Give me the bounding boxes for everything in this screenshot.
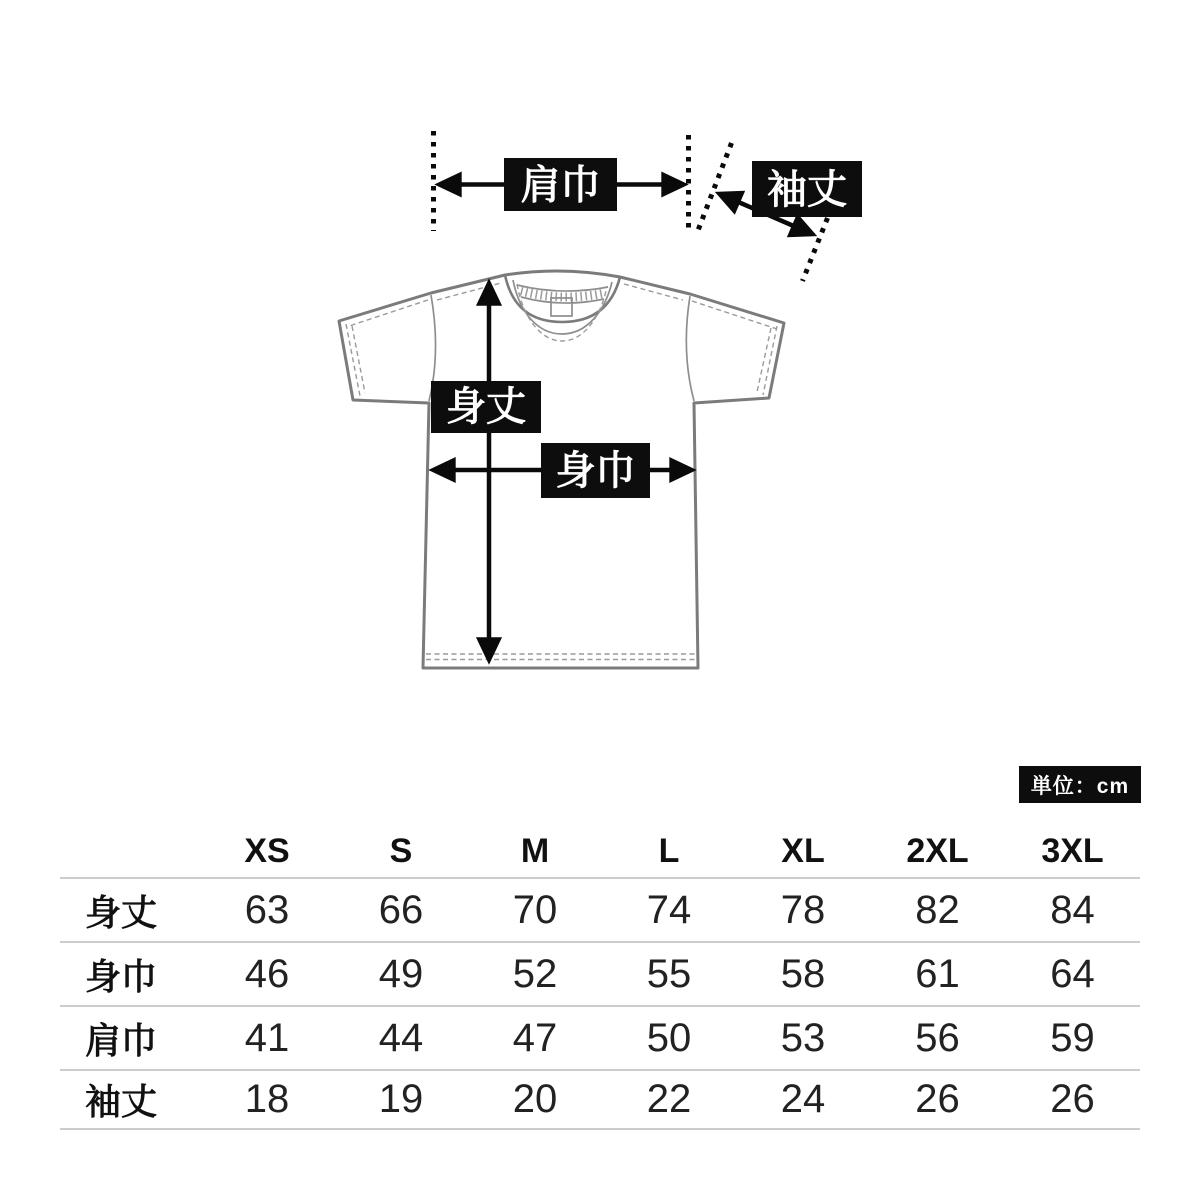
size-value-cell: 61 (870, 942, 1005, 1006)
size-value-cell: 49 (334, 942, 468, 1006)
size-value-cell: 22 (602, 1070, 736, 1129)
size-value-cell: 78 (736, 878, 870, 942)
size-column-header: 2XL (870, 825, 1005, 878)
size-value-cell: 53 (736, 1006, 870, 1070)
size-value-cell: 66 (334, 878, 468, 942)
size-value-cell: 44 (334, 1006, 468, 1070)
size-value-cell: 46 (200, 942, 334, 1006)
unit-badge: 単位：cm (1019, 766, 1141, 803)
size-column-header: L (602, 825, 736, 878)
measurement-row-label: 肩巾 (60, 1006, 200, 1070)
table-row-body-length (60, 878, 1140, 942)
size-column-header: S (334, 825, 468, 878)
size-value-cell: 19 (334, 1070, 468, 1129)
size-column-header: XL (736, 825, 870, 878)
size-value-cell: 47 (468, 1006, 602, 1070)
size-column-header: XS (200, 825, 334, 878)
size-value-cell: 58 (736, 942, 870, 1006)
shoulder-width-label: 肩巾 (520, 163, 601, 208)
table-row-shoulder-width (60, 1006, 1140, 1070)
sleeve-length-label: 袖丈 (767, 168, 847, 212)
size-table (60, 825, 1140, 1130)
size-value-cell: 55 (602, 942, 736, 1006)
size-value-cell: 84 (1005, 878, 1140, 942)
size-value-cell: 50 (602, 1006, 736, 1070)
size-value-cell: 56 (870, 1006, 1005, 1070)
table-row-body-width (60, 942, 1140, 1006)
size-value-cell: 82 (870, 878, 1005, 942)
measurement-row-label: 身巾 (60, 942, 200, 1006)
table-corner-cell (60, 825, 200, 878)
size-value-cell: 64 (1005, 942, 1140, 1006)
size-value-cell: 63 (200, 878, 334, 942)
size-header-row (60, 825, 1140, 878)
size-column-header: 3XL (1005, 825, 1140, 878)
size-value-cell: 24 (736, 1070, 870, 1129)
size-value-cell: 70 (468, 878, 602, 942)
body-width-label: 身巾 (555, 449, 636, 493)
size-value-cell: 59 (1005, 1006, 1140, 1070)
size-value-cell: 52 (468, 942, 602, 1006)
measurement-row-label: 身丈 (60, 878, 200, 942)
size-value-cell: 26 (870, 1070, 1005, 1129)
size-value-cell: 74 (602, 878, 736, 942)
size-value-cell: 26 (1005, 1070, 1140, 1129)
size-value-cell: 20 (468, 1070, 602, 1129)
table-row-sleeve-length (60, 1070, 1140, 1129)
body-length-label: 身丈 (446, 385, 526, 429)
size-value-cell: 18 (200, 1070, 334, 1129)
size-value-cell: 41 (200, 1006, 334, 1070)
size-column-header: M (468, 825, 602, 878)
measurement-row-label: 袖丈 (60, 1070, 200, 1129)
